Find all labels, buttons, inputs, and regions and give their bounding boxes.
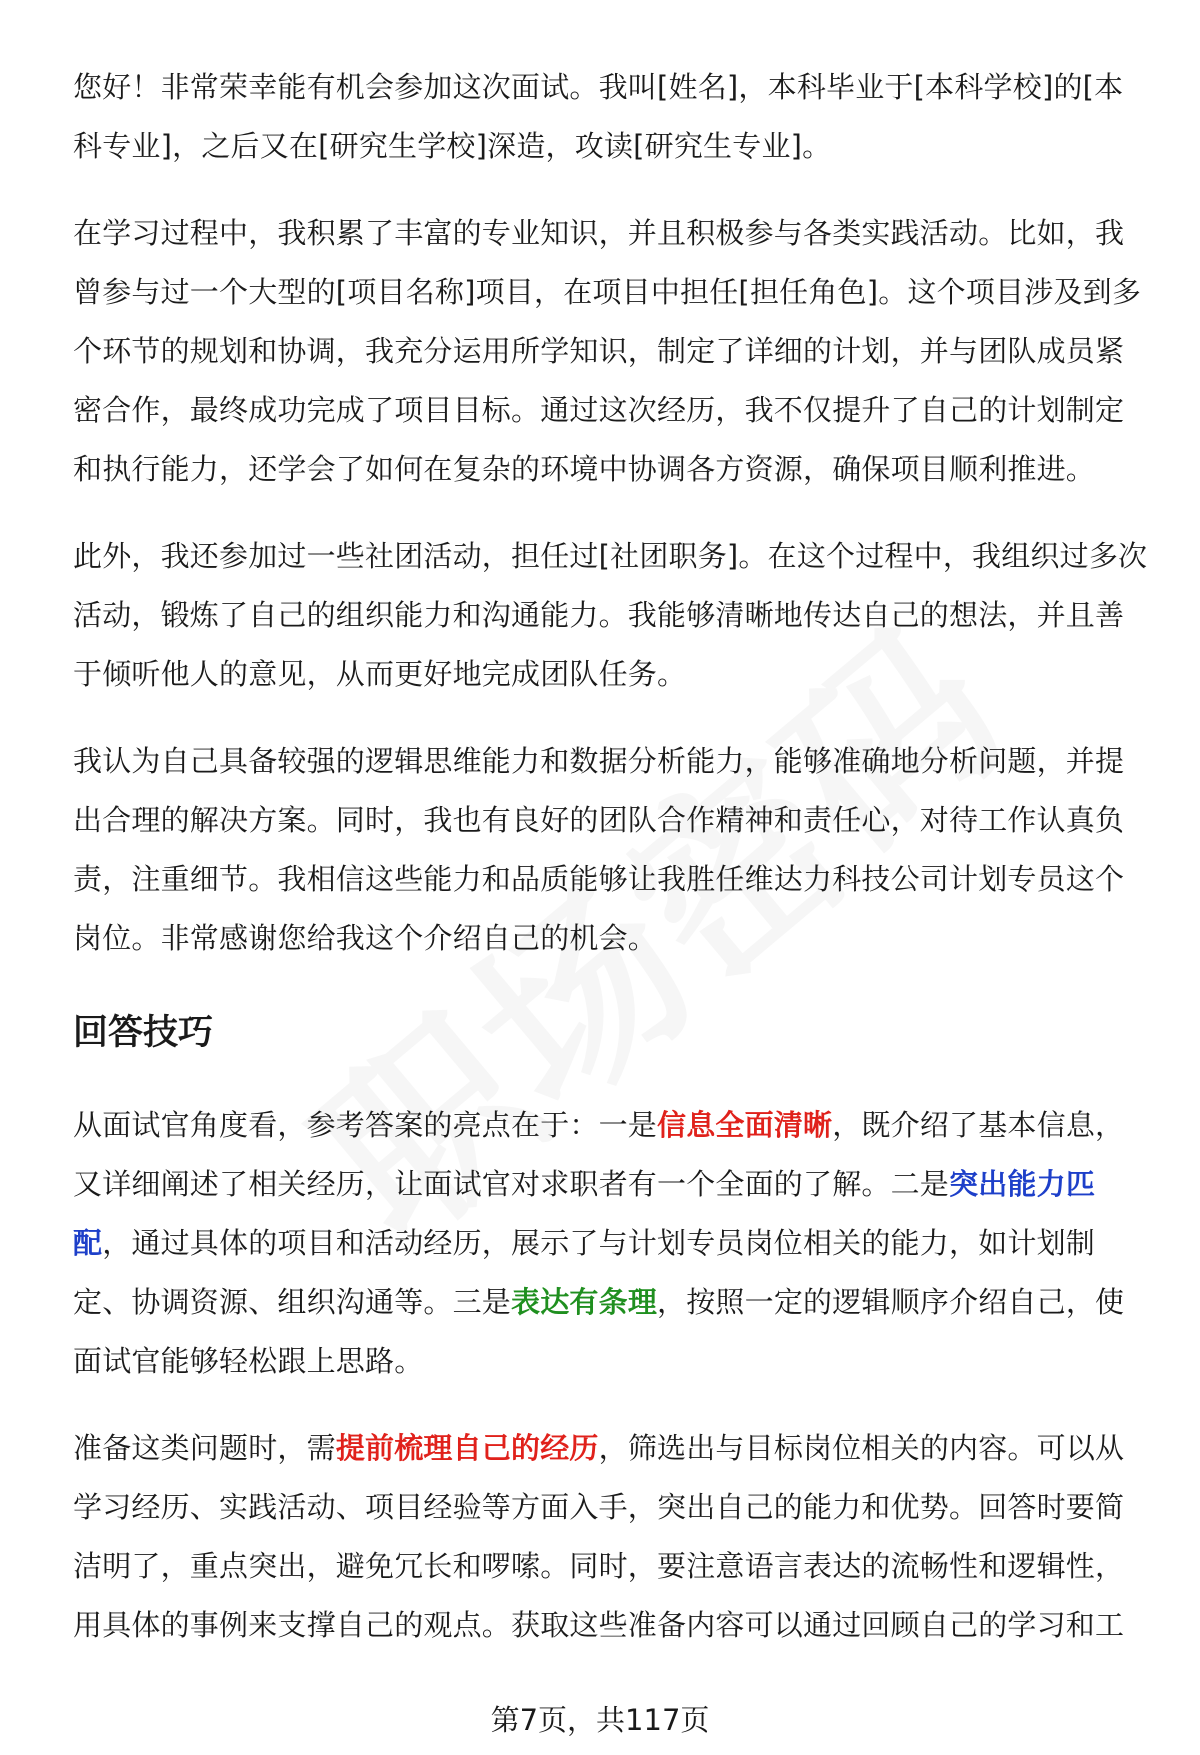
tips1-text-1: 从面试官角度看，参考答案的亮点在于：一是 [73,1108,658,1142]
highlight-ability-match: 突出能力匹配 [73,1167,1096,1260]
intro-paragraph: 您好！非常荣幸能有机会参加这次面试。我叫[姓名]，本科毕业于[本科学校]的[本科专业]，之后又在[研究生学校]深造，攻读[研究生专业]。 [73,70,1124,163]
page-footer: 第7页，共117页 [490,1703,710,1737]
document-page [73,58,1148,1683]
section-heading: 回答技巧 [73,1013,214,1053]
tips2-text-2: ，筛选出与目标岗位相关的内容。可以从学习经历、实践活动、项目经验等方面入手，突出自己的能力和优势。回答时要简洁明了，重点突出，避免冗长和啰嗦。同时，要注意语言表达的流畅性和逻辑性，用具体的事例来支撑自己的观点。获取这些准备内容可以通过回顾自己的学习和工 [73,1431,1125,1642]
study-paragraph: 在学习过程中，我积累了丰富的专业知识，并且积极参与各类实践活动。比如，我曾参与过一个大型的[项目名称]项目，在项目中担任[担任角色]。这个项目涉及到多个环节的规划和协调，我充分运用所学知识，制定了详细的计划，并与团队成员紧密合作，最终成功完成了项目目标。通过这次经历，我不仅提升了自己的计划制定和执行能力，还学会了如何在复杂的环境中协调各方资源，确保项目顺利推进。 [73,216,1142,486]
tips2-text-1: 准备这类问题时，需 [73,1431,336,1465]
ability-paragraph: 我认为自己具备较强的逻辑思维能力和数据分析能力，能够准确地分析问题，并提出合理的解决方案。同时，我也有良好的团队合作精神和责任心，对待工作认真负责，注重细节。我相信这些能力和品质能够让我胜任维达力科技公司计划专员这个岗位。非常感谢您给我这个介绍自己的机会。 [73,744,1125,955]
highlight-review-experience: 提前梳理自己的经历 [335,1431,599,1465]
club-paragraph: 此外，我还参加过一些社团活动，担任过[社团职务]。在这个过程中，我组织过多次活动，锻炼了自己的组织能力和沟通能力。我能够清晰地传达自己的想法，并且善于倾听他人的意见，从而更好地完成团队任务。 [73,539,1148,691]
highlight-info-clear: 信息全面清晰 [657,1108,833,1142]
tips1-text-4: ，按照一定的逻辑顺序介绍自己，使面试官能够轻松跟上思路。 [73,1285,1125,1378]
tips-paragraph-1 [73,1096,1148,1391]
tips-paragraph-2 [73,1419,1148,1655]
highlight-organized: 表达有条理 [511,1285,658,1319]
tips1-text-2: ，既介绍了基本信息，又详细阐述了相关经历，让面试官对求职者有一个全面的了解。二是 [73,1108,1125,1201]
tips1-text-3: ，通过具体的项目和活动经历，展示了与计划专员岗位相关的能力，如计划制定、协调资源、组织沟通等。三是 [73,1226,1096,1319]
